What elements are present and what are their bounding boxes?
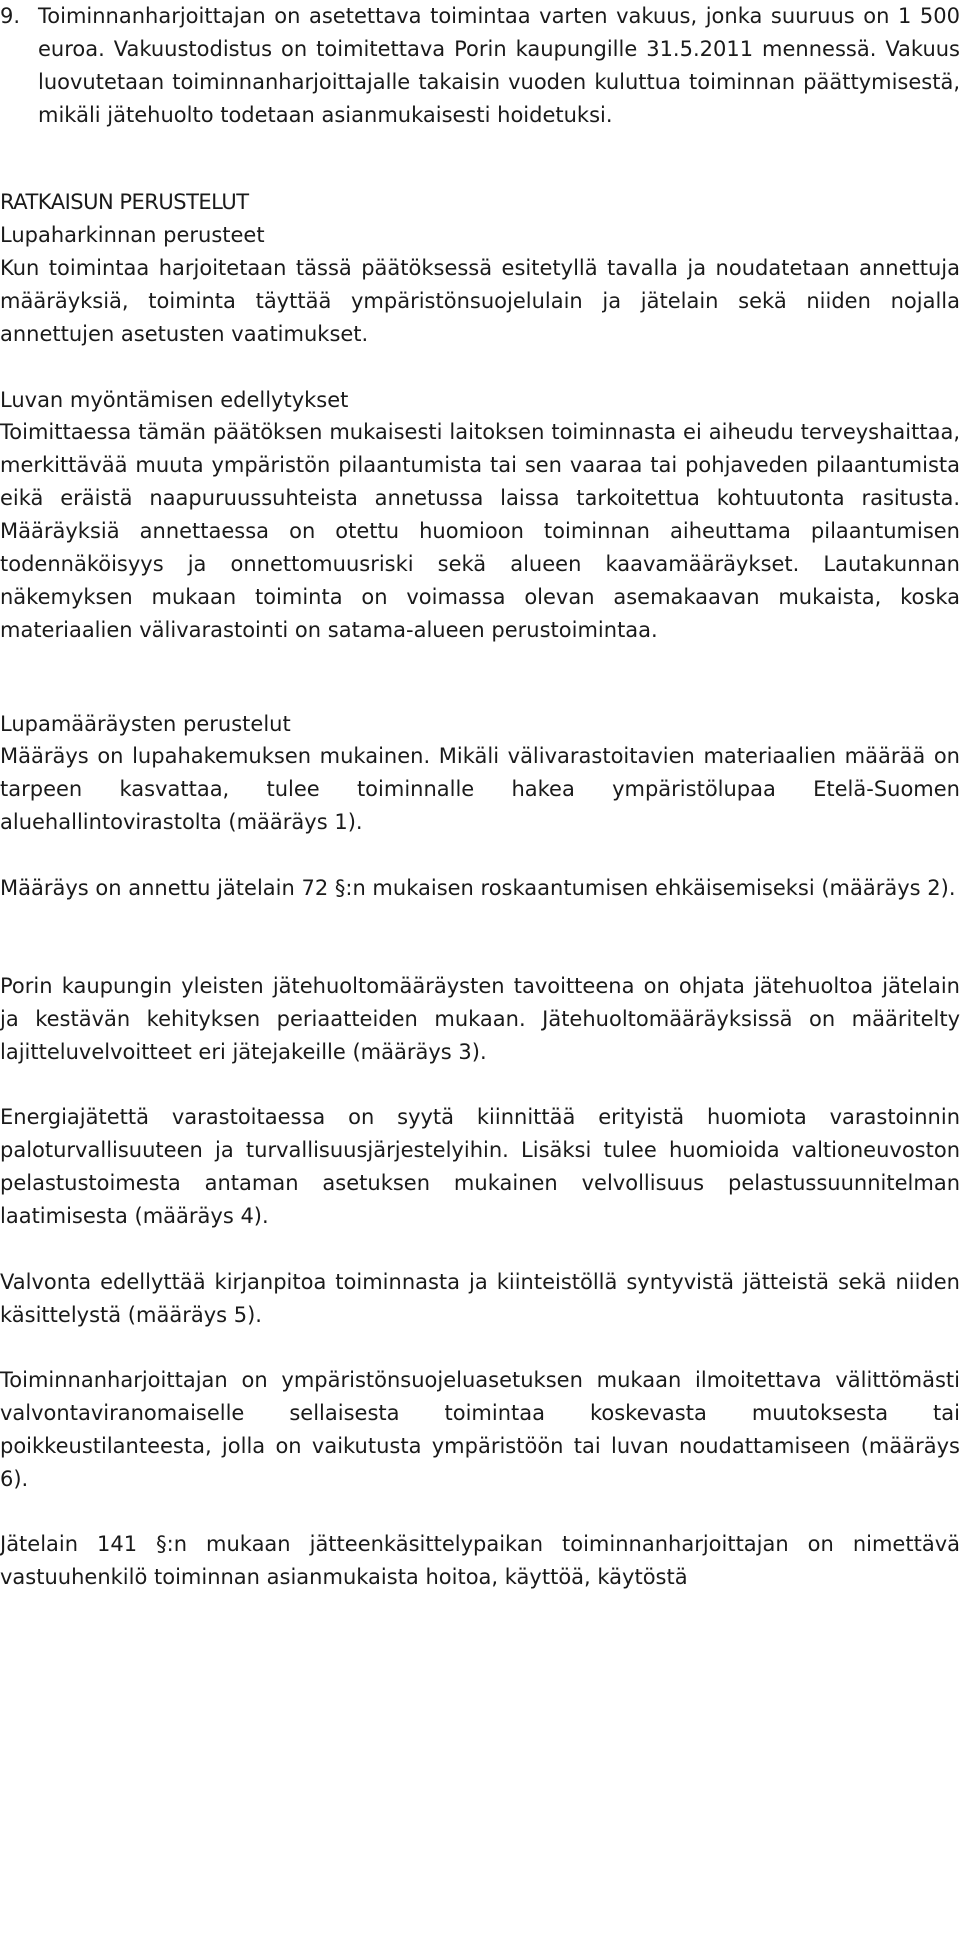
regulation-paragraph-1: Määräys on lupahakemuksen mukainen. Mikäli välivarastoitavien materiaalien määrää on tarpeen kasvattaa, tulee toiminnalle hakea ympäristölupaa Etelä-Suomen aluehallintovirastolta (määräys 1).: [0, 744, 960, 834]
regulation-paragraph-2: Määräys on annettu jätelain 72 §:n mukaisen roskaantumisen ehkäisemiseksi (määräys 2).: [0, 876, 956, 900]
regulation-paragraph-4: Energiajätettä varastoitaessa on syytä kiinnittää erityistä huomiota varastoinnin paloturvallisuuteen ja turvallisuusjärjestelyihin. Lisäksi tulee huomioida valtioneuvoston pelastustoimesta antaman asetuksen mukainen velvollisuus pelastussuunnitelman laatimisesta (määräys 4).: [0, 1105, 960, 1228]
rationale-heading: RATKAISUN PERUSTELUT: [0, 190, 249, 214]
regulation-paragraph-6: Toiminnanharjoittajan on ympäristönsuojeluasetuksen mukaan ilmoitettava välittömästi valvontaviranomaiselle sellaisesta toimintaa koskevasta muutoksesta tai poikkeustilanteesta, jolla on vaikutusta ympäristöön tai luvan noudattamiseen (määräys 6).: [0, 1368, 960, 1491]
item-9: [0, 0, 960, 132]
regulation-paragraph-5: Valvonta edellyttää kirjanpitoa toiminnasta ja kiinteistöllä syntyvistä jätteistä sekä niiden käsittelystä (määräys 5).: [0, 1270, 960, 1327]
regulation-paragraph-7: Jätelain 141 §:n mukaan jätteenkäsittelypaikan toiminnanharjoittajan on nimettävä vastuuhenkilö toiminnan asianmukaista hoitoa, käyttöä, käytöstä: [0, 1532, 960, 1589]
conditions-heading: Luvan myöntämisen edellytykset: [0, 388, 349, 412]
item-9-number: 9.: [0, 4, 21, 28]
permit-basis-heading: Lupaharkinnan perusteet: [0, 223, 265, 247]
item-9-text: Toiminnanharjoittajan on asetettava toimintaa varten vakuus, jonka suuruus on 1 500 euroa. Vakuustodistus on toimitettava Porin kaupungille 31.5.2011 mennessä. Vakuus luovutetaan toiminnanharjoittajalle takaisin vuoden kuluttua toiminnan päättymisestä, mikäli jätehuolto todetaan asianmukaisesti hoidetuksi.: [38, 4, 960, 127]
conditions-text: Toimittaessa tämän päätöksen mukaisesti laitoksen toiminnasta ei aiheudu terveyshaittaa, merkittävää muuta ympäristön pilaantumista tai sen vaaraa tai pohjaveden pilaantumista eikä eräistä naapuruussuhteista annetussa laissa tarkoitettua kohtuutonta rasitusta. Määräyksiä annettaessa on otettu huomioon toiminnan aiheuttama pilaantumisen todennäköisyys ja onnettomuusriski sekä alueen kaavamääräykset. Lautakunnan näkemyksen mukaan toiminta on voimassa olevan asemakaavan mukaista, koska materiaalien välivarastointi on satama-alueen perustoimintaa.: [0, 420, 960, 642]
regulation-rationale-heading: Lupamääräysten perustelut: [0, 712, 291, 736]
permit-basis-text: Kun toimintaa harjoitetaan tässä päätöksessä esitetyllä tavalla ja noudatetaan annettuja määräyksiä, toiminta täyttää ympäristönsuojelulain ja jätelain sekä niiden nojalla annettujen asetusten vaatimukset.: [0, 256, 960, 346]
regulation-paragraph-3: Porin kaupungin yleisten jätehuoltomääräysten tavoitteena on ohjata jätehuoltoa jätelain ja kestävän kehityksen periaatteiden mukaan. Jätehuoltomääräyksissä on määritelty lajitteluvelvoitteet eri jätejakeille (määräys 3).: [0, 974, 960, 1064]
